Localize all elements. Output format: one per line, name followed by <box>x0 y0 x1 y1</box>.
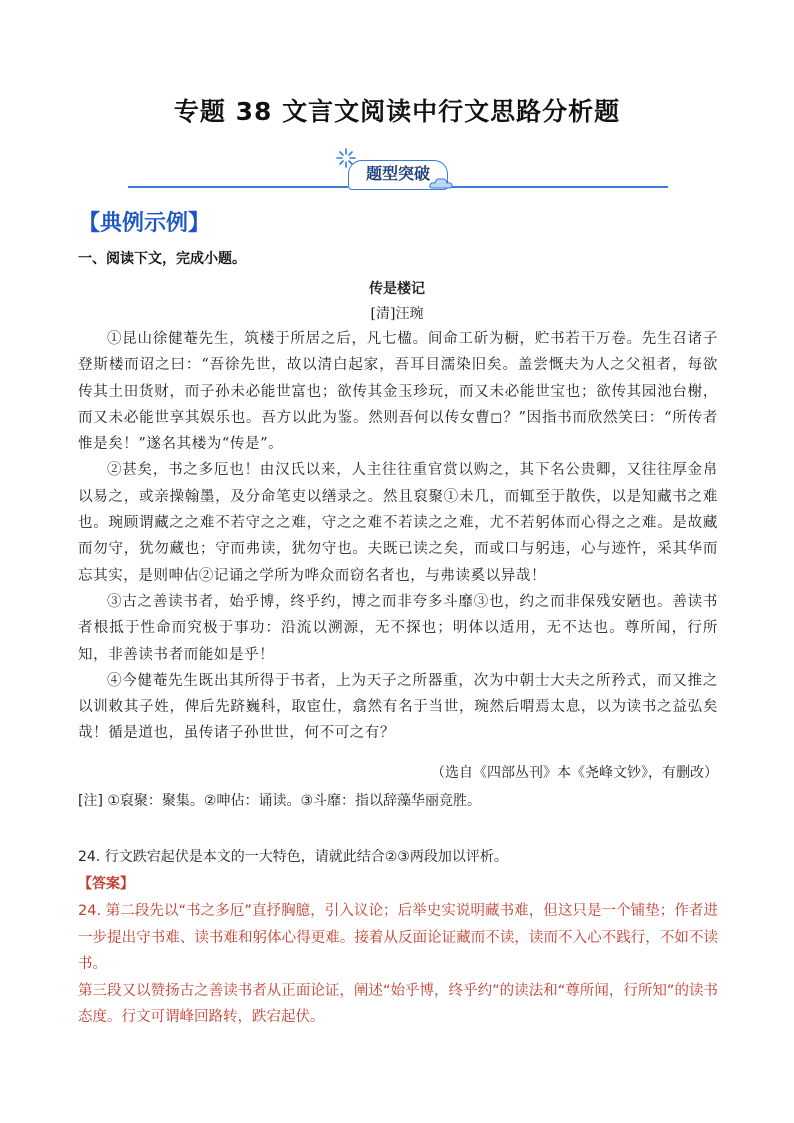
answer-label: 【答案】 <box>78 876 134 892</box>
essay-paragraph-1: ①昆山徐健菴先生，筑楼于所居之后，凡七楹。间命工斫为橱，贮书若干万卷。先生召诸子登斯楼而诏之曰：“吾徐先世，故以清白起家，吾耳目濡染旧矣。盖尝慨夫为人之父祖者，每欲传其土田货财，而子孙未必能世富也；欲传其金玉珍玩，而又未必能世宝也；欲传其园池台榭，而又未必能世享其娱乐也。吾方以此为鉴。然则吾何以传女曹◻？”因指书而欣然笑曰：“所传者惟是矣！”遂名其楼为“传是”。 <box>78 331 718 453</box>
cloud-icon <box>428 176 454 190</box>
answer-paragraph-2: 第三段又以赞扬古之善读书者从正面论证，阐述“始乎博，终乎约”的读法和“尊所闻，行所知”的读书态度。行文可谓峰回路转，跌宕起伏。 <box>78 982 718 1025</box>
question-prompt: 一、阅读下文，完成小题。 <box>78 251 246 267</box>
banner-divider-right <box>428 186 668 188</box>
essay-body <box>78 326 718 747</box>
essay-paragraph-4: ④今健菴先生既出其所得于书者，上为天子之所器重，次为中朝士大夫之所矜式，而又推之以训敕其子姓，俾后先跻巍科，取宦仕，翕然有名于当世，琬然后喟焉太息，以为读书之益弘矣哉！循是道也，虽传诸子孙世世，何不可之有？ <box>78 672 718 742</box>
section-banner <box>128 146 668 194</box>
essay-title: 传是楼记 <box>369 281 425 297</box>
banner-divider-left <box>128 186 348 188</box>
essay-paragraph-3: ③古之善读书者，始乎博，终乎约，博之而非夸多斗靡③也，约之而非保残安陋也。善读书者根抵于性命而究极于事功：沿流以溯源，无不探也；明体以适用，无不达也。尊所闻，行所知，非善读书者而能如是乎！ <box>78 593 718 663</box>
answer-body <box>78 898 718 1031</box>
essay-source: （选自《四部丛刊》本《尧峰文钞》，有删改） <box>431 765 718 781</box>
answer-paragraph-1: 24. 第二段先以“书之多厄”直抒胸臆，引入议论；后举史实说明藏书难，但这只是一个铺垫；作者进一步提出守书难、读书难和躬体心得更难。接着从反面论证藏而不读，读而不入心不践行，不如不读书。 <box>78 903 718 972</box>
essay-paragraph-2: ②甚矣，书之多厄也！由汉氏以来，人主往往重官赏以购之，其下名公贵卿，又往往厚金帛以易之，或亲操翰墨，及分命笔吏以缮录之。然且裒聚①未几，而辄至于散佚，以是知藏书之难也。琬顾谓藏之之难不若守之之难，守之之难不若读之之难，尤不若躬体而心得之之难。是故藏而勿守，犹勿藏也；守而弗读，犹勿守也。夫既已读之矣，而或口与躬违，心与迹忤，采其华而忘其实，是则呻佔②记诵之学所为哗众而窃名者也，与弗读奚以异哉！ <box>78 462 718 584</box>
essay-notes: [注] ①裒聚：聚集。②呻佔：诵读。③斗靡：指以辞藻华丽竞胜。 <box>78 793 482 809</box>
section-heading: 【典例示例】 <box>78 211 211 236</box>
essay-author: [清]汪琬 <box>370 306 424 322</box>
page-title: 专题 38 文言文阅读中行文思路分析题 <box>173 97 621 126</box>
question-text: 24. 行文跌宕起伏是本文的一大特色，请就此结合②③两段加以评析。 <box>78 849 508 865</box>
banner-badge: 题型突破 <box>348 160 448 190</box>
